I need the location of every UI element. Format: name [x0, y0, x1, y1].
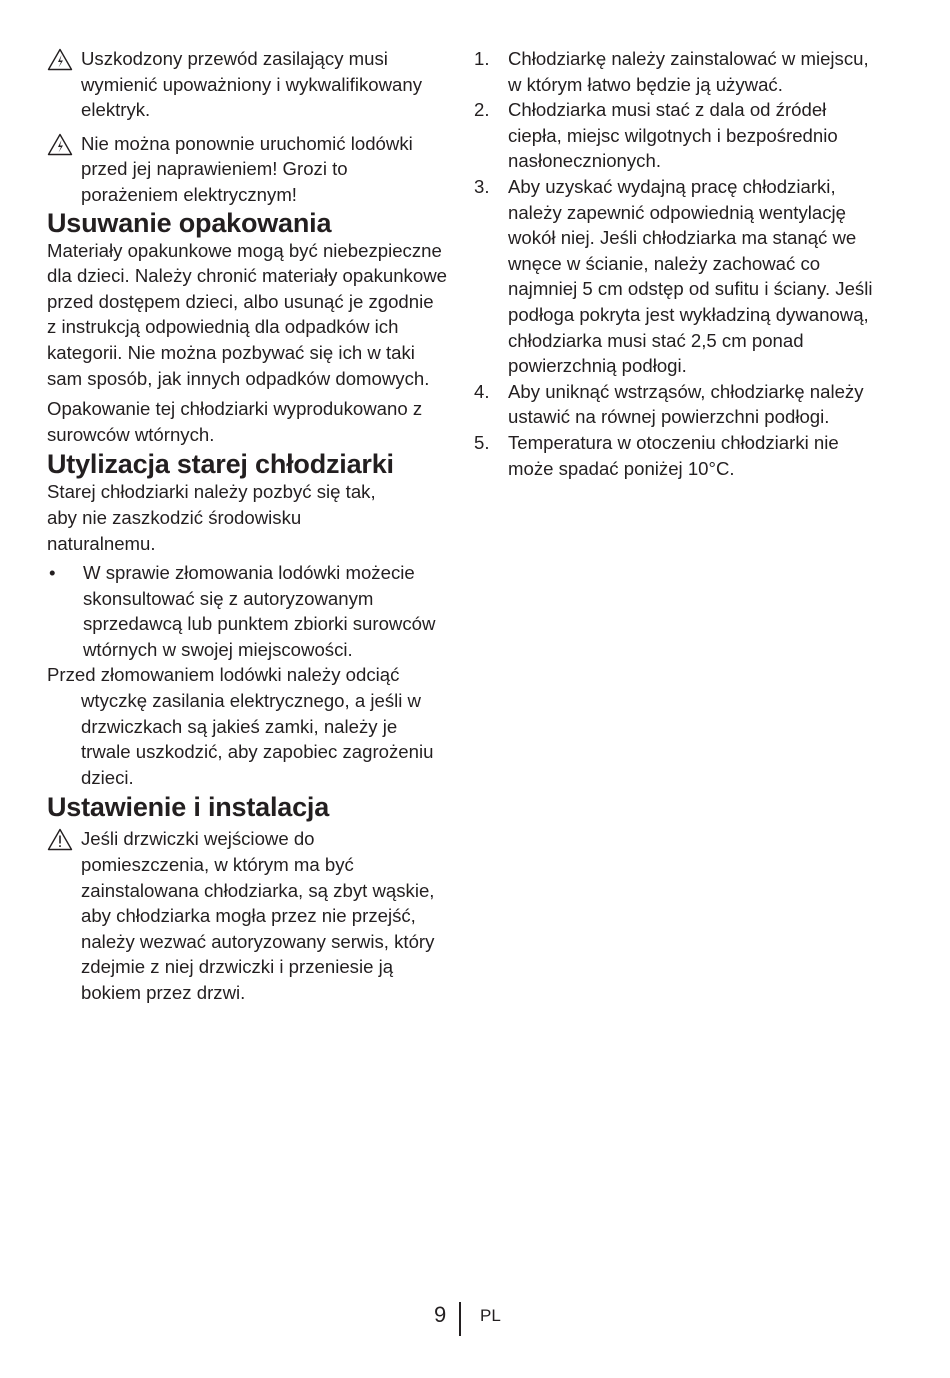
- language-code: PL: [480, 1306, 501, 1325]
- warning-cable: [47, 46, 447, 123]
- page-footer: [0, 1300, 950, 1340]
- list-item: [474, 174, 884, 379]
- warning-restart: [47, 131, 447, 208]
- warning-text: Uszkodzony przewód zasilający musi wymienić upoważniony i wykwalifikowany elektryk.: [81, 48, 423, 121]
- warning-text: Nie można ponownie uruchomić lodówki przed jej naprawieniem! Grozi to porażeniem elektrycznym!: [81, 132, 413, 205]
- item-text: Temperatura w otoczeniu chłodziarki nie może spadać poniżej 10°C.: [508, 431, 839, 479]
- warning-triangle-icon: [47, 826, 81, 1005]
- footer-divider: [459, 1302, 461, 1336]
- page-number: 9: [434, 1302, 447, 1327]
- list-item: [474, 46, 884, 97]
- warning-door: [47, 826, 447, 1005]
- section-title-packaging: Usuwanie opakowania: [47, 207, 332, 238]
- item-number: 1.: [474, 48, 490, 69]
- installation-steps-list: [474, 46, 884, 481]
- item-text: Chłodziarka musi stać z dala od źródeł ciepła, miejsc wilgotnych i bezpośrednio nasłonecznionych.: [508, 99, 838, 172]
- bullet-text: W sprawie złomowania lodówki możecie skonsultować się z autoryzowanym sprzedawcą lub punktem zbiorki surowców wtórnych w swojej miejscowości.: [83, 562, 436, 660]
- item-number: 3.: [474, 175, 490, 197]
- item-text: Aby uniknąć wstrząsów, chłodziarkę należy ustawić na równej powierzchni podłogi.: [508, 380, 864, 428]
- item-number: 4.: [474, 380, 490, 402]
- item-number: 5.: [474, 431, 490, 453]
- disposal-bullet: [47, 560, 447, 662]
- disposal-paragraph: Starej chłodziarki należy pozbyć się tak, aby nie zaszkodzić środowisku naturalnemu.: [47, 481, 376, 554]
- list-item: [474, 430, 884, 481]
- right-column: [474, 46, 884, 481]
- warning-text: Jeśli drzwiczki wejściowe do pomieszczenia, w którym ma być zainstalowana chłodziarka, są zbyt wąskie, aby chłodziarka mogła przez nie przejść, należy wezwać autoryzowany serwis, który zdejmie z niej drzwiczki i przeniesie ją bokiem przez drzwi.: [81, 828, 435, 1003]
- list-item: [474, 97, 884, 174]
- section-title-disposal: Utylizacja starej chłodziarki: [47, 449, 394, 480]
- item-number: 2.: [474, 99, 490, 121]
- bullet-mark: •: [49, 562, 56, 584]
- packaging-recycled-paragraph: Opakowanie tej chłodziarki wyprodukowano z surowców wtórnych.: [47, 398, 423, 445]
- item-text: Aby uzyskać wydajną pracę chłodziarki, należy zapewnić odpowiednią wentylację wokół niej. Jeśli chłodziarka ma stanąć we wnęce w ścianie, należy zachować co najmniej 5 cm odstęp od sufitu i ściany. Jeśli podłoga pokryta jest wykładziną dywanową, chłodziarka musi stać 2,5 cm ponad powierzchnią podłogi.: [508, 175, 873, 377]
- list-item: [474, 379, 884, 430]
- packaging-paragraph: Materiały opakunkowe mogą być niebezpieczne dla dzieci. Należy chronić materiały opakunkowe przed dostępem dzieci, albo usunąć je zgodnie z instrukcją odpowiednią dla odpadków ich kategorii. Nie można pozbywać się ich w taki sam sposób, jak innych odpadków domowych.: [47, 239, 447, 389]
- section-title-installation: Ustawienie i instalacja: [47, 792, 330, 823]
- item-text: Chłodziarkę należy zainstalować w miejscu, w którym łatwo będzie ją używać.: [508, 48, 869, 95]
- warning-triangle-lightning-icon: [47, 46, 81, 123]
- warning-triangle-lightning-icon: [47, 131, 81, 208]
- left-column: [47, 46, 447, 1014]
- disposal-plug-paragraph: Przed złomowaniem lodówki należy odciąć wtyczkę zasilania elektrycznego, a jeśli w drzwiczkach są jakieś zamki, należy je trwale uszkodzić, aby zapobiec zagrożeniu dzieci.: [47, 664, 434, 788]
